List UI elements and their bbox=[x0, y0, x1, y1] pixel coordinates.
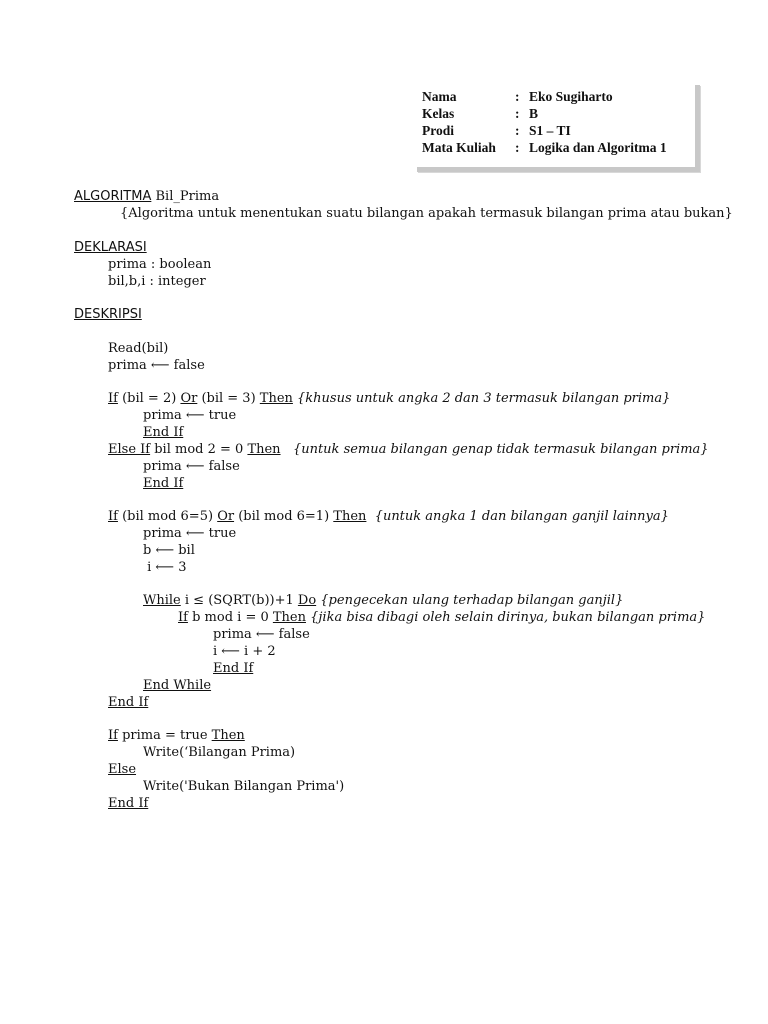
comment: {khusus untuk angka 2 dan 3 termasuk bilangan prima} bbox=[292, 391, 671, 406]
keyword-if: If bbox=[108, 391, 118, 406]
condition: b mod i = 0 bbox=[187, 610, 273, 625]
keyword-end-while: End While bbox=[143, 678, 212, 693]
comment: {jika bisa dibagi oleh selain dirinya, bukan bilangan prima} bbox=[305, 610, 706, 625]
keyword-end-if: End If bbox=[108, 695, 149, 710]
info-value-kelas: B bbox=[529, 106, 539, 121]
keyword-while: While bbox=[143, 593, 181, 608]
info-colon: : bbox=[515, 89, 520, 104]
keyword-end-if: End If bbox=[108, 796, 149, 811]
code-line: b ⟵ bil bbox=[143, 543, 195, 558]
code-line-write: Write(‘Bilangan Prima) bbox=[143, 745, 296, 760]
declaration-item: bil,b,i : integer bbox=[108, 274, 206, 289]
info-colon: : bbox=[515, 140, 520, 155]
info-label: Mata Kuliah bbox=[422, 140, 496, 155]
deklarasi-keyword: DEKLARASI bbox=[74, 240, 147, 255]
condition: i ≤ (SQRT(b))+1 bbox=[180, 593, 298, 608]
code-line-write: Write('Bukan Bilangan Prima') bbox=[143, 779, 345, 794]
keyword-or: Or bbox=[180, 391, 198, 406]
keyword-then: Then bbox=[259, 391, 293, 406]
code-line: i ⟵ i + 2 bbox=[213, 644, 276, 659]
deskripsi-keyword: DESKRIPSI bbox=[74, 307, 142, 322]
code-line-init: prima ⟵ false bbox=[108, 358, 205, 373]
code-line: prima ⟵ true bbox=[143, 408, 237, 423]
code-line-while bbox=[143, 593, 623, 608]
algoritma-keyword: ALGORITMA bbox=[74, 189, 152, 204]
info-label: Nama bbox=[422, 89, 457, 104]
algoritma-header bbox=[74, 189, 219, 204]
algoritma-name: Bil_Prima bbox=[155, 189, 220, 204]
condition: bil mod 2 = 0 bbox=[150, 442, 248, 457]
condition: prima = true bbox=[117, 728, 212, 743]
keyword-end-if: End If bbox=[213, 661, 254, 676]
keyword-end-if: End If bbox=[143, 476, 184, 491]
code-line-if2 bbox=[108, 509, 669, 524]
keyword-if: If bbox=[108, 509, 118, 524]
info-colon: : bbox=[515, 123, 520, 138]
keyword-if: If bbox=[108, 728, 118, 743]
condition: (bil mod 6=5) bbox=[117, 509, 218, 524]
keyword-then: Then bbox=[211, 728, 245, 743]
keyword-do: Do bbox=[297, 593, 317, 608]
comment: {untuk angka 1 dan bilangan ganjil lainnya} bbox=[366, 509, 669, 524]
code-line: prima ⟵ false bbox=[143, 459, 240, 474]
info-colon: : bbox=[515, 106, 520, 121]
info-value-prodi: S1 – TI bbox=[529, 123, 571, 138]
info-label: Kelas bbox=[422, 106, 455, 121]
keyword-if: If bbox=[178, 610, 188, 625]
code-line-elseif bbox=[108, 442, 709, 457]
code-line-read: Read(bil) bbox=[108, 341, 169, 356]
code-line: i ⟵ 3 bbox=[143, 560, 187, 575]
condition: (bil mod 6=1) bbox=[234, 509, 334, 524]
code-line-inner-if bbox=[178, 610, 705, 625]
keyword-or: Or bbox=[217, 509, 235, 524]
info-label: Prodi bbox=[422, 123, 455, 138]
student-info-box bbox=[417, 85, 700, 172]
code-line-if1 bbox=[108, 391, 670, 406]
comment: {untuk semua bilangan genap tidak termasuk bilangan prima} bbox=[280, 442, 709, 457]
declaration-item: prima : boolean bbox=[108, 257, 212, 272]
keyword-then: Then bbox=[247, 442, 281, 457]
algoritma-comment: {Algoritma untuk menentukan suatu bilangan apakah termasuk bilangan prima atau bukan} bbox=[120, 206, 733, 221]
keyword-else: Else bbox=[108, 762, 137, 777]
info-value-nama: Eko Sugiharto bbox=[529, 89, 613, 104]
code-line: prima ⟵ true bbox=[143, 526, 237, 541]
code-line: prima ⟵ false bbox=[213, 627, 310, 642]
keyword-then: Then bbox=[272, 610, 306, 625]
keyword-then: Then bbox=[333, 509, 367, 524]
info-value-mata-kuliah: Logika dan Algoritma 1 bbox=[529, 140, 667, 155]
keyword-else-if: Else If bbox=[108, 442, 151, 457]
condition: (bil = 2) bbox=[117, 391, 181, 406]
comment: {pengecekan ulang terhadap bilangan ganjil} bbox=[316, 593, 624, 608]
code-line-if3 bbox=[108, 728, 245, 743]
keyword-end-if: End If bbox=[143, 425, 184, 440]
condition: (bil = 3) bbox=[197, 391, 260, 406]
